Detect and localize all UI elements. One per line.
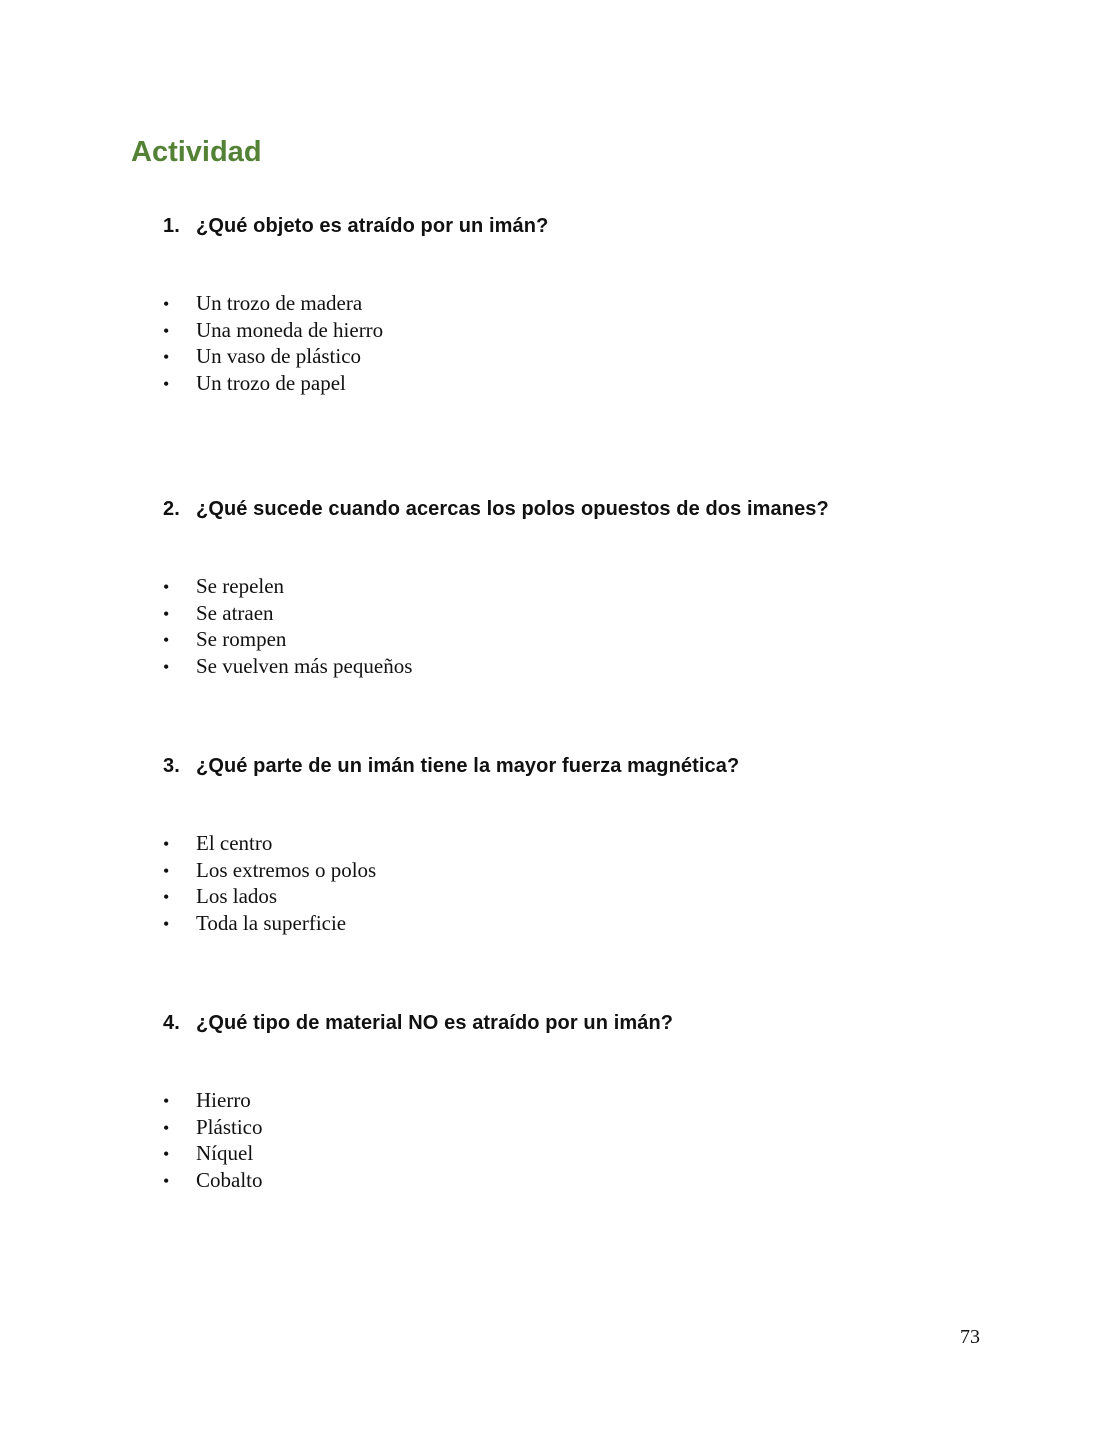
option-item — [163, 653, 412, 680]
bullet-icon: • — [163, 887, 170, 908]
question-3 — [163, 752, 739, 780]
option-text: Se atraen — [196, 600, 274, 625]
bullet-icon: • — [163, 630, 170, 651]
options-list-1 — [163, 290, 383, 397]
bullet-icon: • — [163, 860, 170, 881]
option-item — [163, 1114, 263, 1141]
page-title: Actividad — [131, 136, 262, 168]
option-item — [163, 343, 383, 370]
options-list-2 — [163, 573, 412, 680]
option-item — [163, 1140, 263, 1167]
question-2 — [163, 495, 829, 523]
option-item — [163, 857, 376, 884]
options-list-4 — [163, 1087, 263, 1194]
page-number: 73 — [960, 1326, 980, 1348]
option-text: Cobalto — [196, 1168, 263, 1193]
bullet-icon: • — [163, 1144, 170, 1165]
bullet-icon: • — [163, 1091, 170, 1111]
question-text: ¿Qué tipo de material NO es atraído por un imán? — [196, 1012, 674, 1034]
option-text: Hierro — [196, 1088, 251, 1112]
question-4 — [163, 1009, 673, 1037]
question-text: ¿Qué sucede cuando acercas los polos opuestos de dos imanes? — [196, 498, 829, 520]
option-item — [163, 626, 412, 653]
bullet-icon: • — [163, 374, 170, 395]
bullet-icon: • — [163, 1171, 170, 1192]
option-text: Los lados — [196, 884, 278, 909]
option-text: Un trozo de madera — [196, 291, 363, 315]
option-item — [163, 830, 376, 857]
question-number: 4. — [163, 1012, 180, 1034]
option-text: Una moneda de hierro — [196, 317, 384, 342]
question-text: ¿Qué objeto es atraído por un imán? — [196, 215, 549, 237]
option-item — [163, 1087, 263, 1114]
bullet-icon: • — [163, 914, 170, 935]
option-text: Se repelen — [196, 574, 285, 598]
option-item — [163, 370, 383, 397]
option-text: Toda la superficie — [196, 911, 347, 936]
option-text: Los extremos o polos — [196, 857, 377, 882]
option-item — [163, 317, 383, 344]
bullet-icon: • — [163, 657, 170, 678]
option-item — [163, 600, 412, 627]
option-item — [163, 910, 376, 937]
options-list-3 — [163, 830, 376, 937]
option-text: Un vaso de plástico — [196, 344, 362, 369]
bullet-icon: • — [163, 834, 170, 854]
question-number: 2. — [163, 498, 180, 520]
bullet-icon: • — [163, 294, 170, 314]
question-number: 1. — [163, 215, 180, 237]
option-item — [163, 573, 412, 600]
question-1 — [163, 212, 548, 240]
option-text: Un trozo de papel — [196, 371, 346, 396]
bullet-icon: • — [163, 603, 170, 624]
bullet-icon: • — [163, 577, 170, 597]
question-number: 3. — [163, 755, 180, 777]
bullet-icon: • — [163, 1117, 170, 1138]
option-text: Se vuelven más pequeños — [196, 654, 413, 679]
option-text: Plástico — [196, 1114, 263, 1139]
option-text: El centro — [196, 831, 273, 855]
option-text: Níquel — [196, 1141, 254, 1166]
bullet-icon: • — [163, 347, 170, 368]
option-item — [163, 290, 383, 317]
option-item — [163, 1167, 263, 1194]
option-item — [163, 883, 376, 910]
option-text: Se rompen — [196, 627, 287, 652]
question-text: ¿Qué parte de un imán tiene la mayor fuerza magnética? — [196, 755, 740, 777]
bullet-icon: • — [163, 320, 170, 341]
